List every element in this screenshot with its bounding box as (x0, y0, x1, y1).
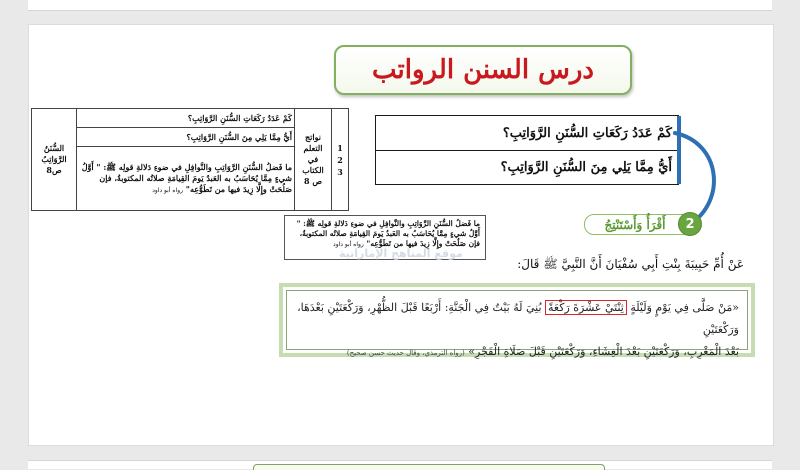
table-question-2: أَيُّ مِمَّا يَلِي مِنَ السُّنَنِ الرَّوَاتِبِ؟ (77, 128, 295, 147)
question-3-citation: رواه أبو داود (333, 241, 364, 248)
hadith-text (286, 290, 748, 358)
section-tag-number: 2 (678, 212, 702, 236)
watermark: موقع المناهج الإماراتية (339, 247, 463, 260)
hadith-line-2: بَعْدَ الْمَغْرِبِ، وَرَكْعَتَيْنِ بَعْدَ الْعِشَاءِ، وَرَكْعَتَيْنِ قَبْلَ صَلَاةِ الْفَجْرِ» (رواه الترمذي، وقال حديث حسن صحيح) (346, 345, 739, 358)
question-3-text: ما فَضلُ السُّنَنِ الرَّوَاتِبِ والنَّوافِلِ في ضوءِ دَلالةِ قولِه ﷺ: " أَوَّلُ شيءٍ مِمَّا يُحَاسَبُ به العَبدُ يَومَ القِيامَةِ صلاتُه المكتوبةُ، فإن صَلُحَتْ وإِلَّا زِيدَ فيها من تَطَوُّعِه" (296, 219, 480, 248)
table-question-3-citation: رواه أبو داود (152, 186, 183, 194)
learning-outcomes-table (31, 108, 349, 211)
lesson-title-box (334, 45, 632, 95)
table-question-3: ما فَضلُ السُّنَنِ الرَّوَاتِبِ والنَّوافِلِ في ضوءِ دَلالةِ قولِه ﷺ: " أَوَّلُ شيءٍ مِمَّا يُحَاسَبُ به العَبدُ يَومَ القِيامَةِ صلاتُه المكتوبةُ، فإن صَلُحَتْ وإِلَّا زِيدَ فيها من تَطَوُّعِه" رواه أبو داود (77, 147, 295, 211)
table-question-1: كَمْ عَدَدُ رَكَعَاتِ السُّنَنِ الرَّوَاتِبِ؟ (77, 109, 295, 128)
hadith-narrator: عَنْ أُمِّ حَبِيبَةَ بِنْتِ أَبِي سُفْيَانَ أَنَّ النَّبِيَّ ﷺ قَالَ: (517, 257, 744, 271)
hadith-citation: (رواه الترمذي، وقال حديث حسن صحيح) (346, 349, 465, 357)
questions-box (375, 115, 679, 185)
slide (28, 24, 774, 446)
question-2: أَيُّ مِمَّا يَلِي مِنَ السُّنَنِ الرَّوَاتِبِ؟ (376, 150, 678, 184)
hadith-line-1: «مَنْ صَلَّى فِي يَوْمٍ وَلَيْلَةٍ ثِنْتَيْ عَشْرَةَ رَكْعَةً بُنِيَ لَهُ بَيْتٌ فِي الْجَنَّةِ: أَرْبَعًا قَبْلَ الظُّهْرِ، وَرَكْعَتَيْنِ بَعْدَهَا، وَرَكْعَتَيْنِ (297, 301, 739, 336)
outcomes-header: نواتج التعلم في الكتاب ص 8 (295, 109, 332, 211)
section-tag (584, 212, 702, 236)
question-1: كَمْ عَدَدُ رَكَعَاتِ السُّنَنِ الرَّوَاتِبِ؟ (502, 125, 672, 141)
outcome-numbers: 1 2 3 (332, 109, 349, 211)
lesson-title: درس السنن الرواتب (372, 55, 594, 85)
section-tag-label: أَقْرَأُ وَأَسْتَنْتِجُ (584, 214, 686, 235)
next-slide-tab (253, 464, 605, 470)
previous-slide-edge (28, 0, 772, 11)
table-lesson-cell: السُّنَنُ الرَّوَاتِبُ ص8 (32, 109, 77, 211)
hadith-frame (279, 283, 755, 357)
hadith-highlight: ثِنْتَيْ عَشْرَةَ رَكْعَةً (545, 300, 627, 315)
